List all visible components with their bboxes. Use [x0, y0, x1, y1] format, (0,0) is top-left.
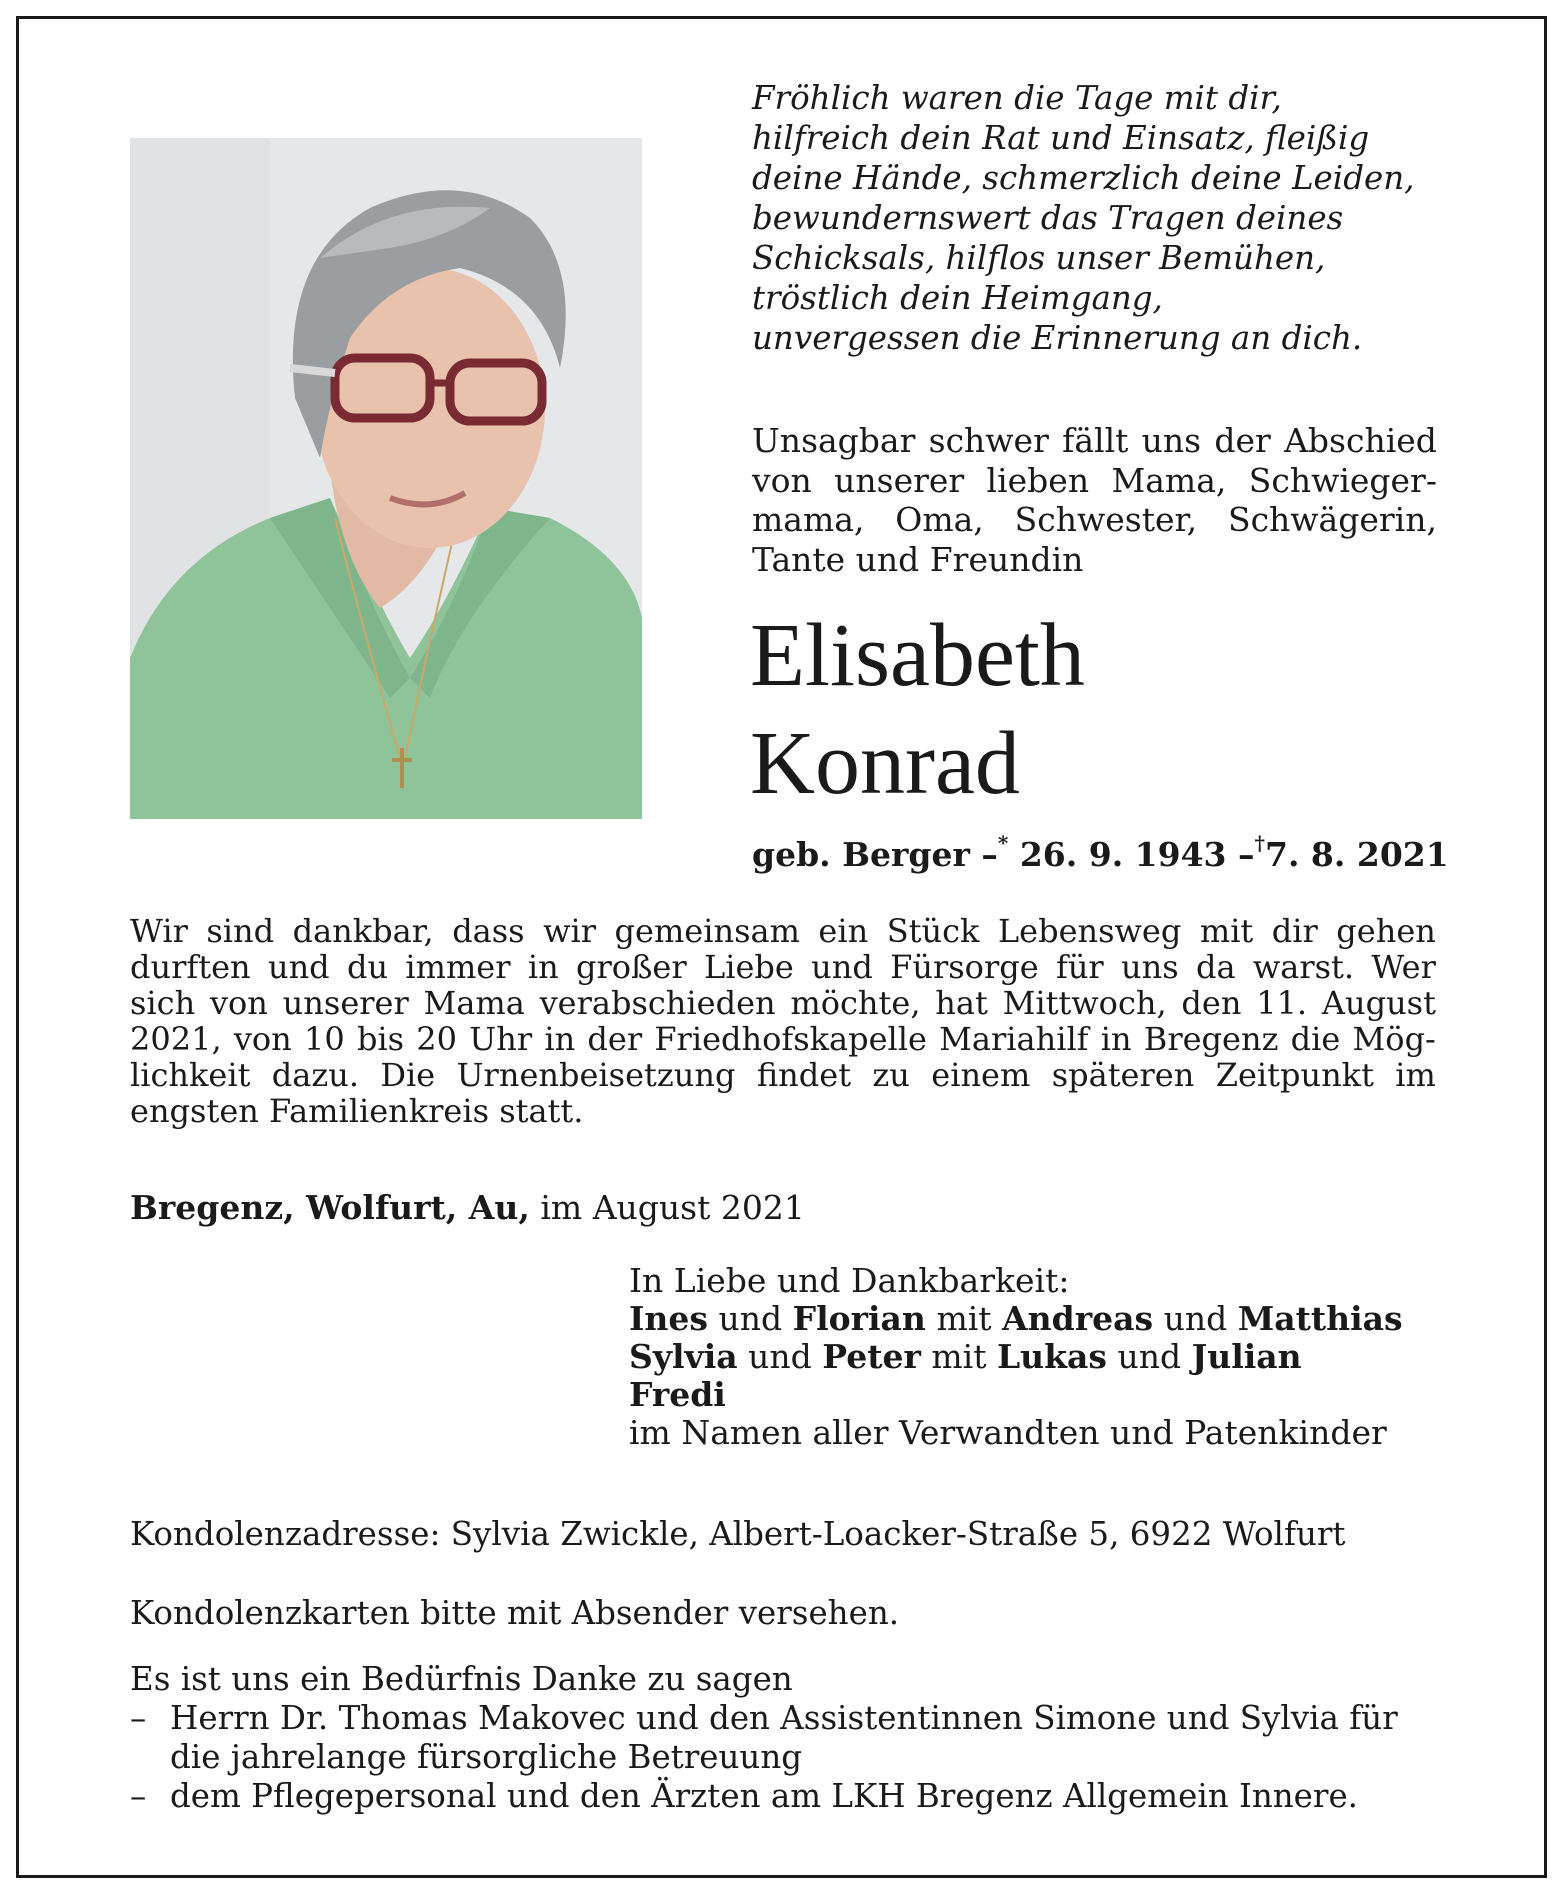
word: sind — [206, 912, 275, 950]
place-and-date — [130, 1188, 805, 1227]
word: von — [752, 460, 812, 500]
family-member: Fredi — [629, 1375, 726, 1414]
word: 10 — [304, 1020, 345, 1058]
word: Fürsorge — [890, 948, 1039, 986]
deceased-name — [750, 602, 1085, 818]
word: Mama, — [1111, 460, 1227, 500]
word: für — [1055, 948, 1104, 986]
word: immer — [405, 948, 511, 986]
separator: – — [981, 835, 998, 874]
word: von — [209, 984, 268, 1022]
poem-line: bewundernswert das Tragen deines — [752, 199, 1344, 237]
word: dankbar, — [292, 912, 434, 950]
thanks-heading: Es ist uns ein Bedürfnis Danke zu sagen — [130, 1660, 793, 1698]
death-date: 7. 8. 2021 — [1264, 835, 1449, 874]
intro-line: Tante und Freundin — [752, 539, 1084, 579]
word: uns — [1121, 948, 1179, 986]
signature-heading: In Liebe und Dankbarkeit: — [629, 1261, 1070, 1300]
condolence-address: Kondolenzadresse: Sylvia Zwickle, Albert-Loacker-Straße 5, 6922 Wolfurt — [130, 1515, 1346, 1553]
word: in — [1100, 1020, 1132, 1058]
word: Schwieger- — [1248, 460, 1437, 500]
word: späteren — [1051, 1056, 1195, 1094]
last-name: Konrad — [750, 714, 1020, 813]
relatives-line: im Namen aller Verwandten und Patenkinder — [629, 1413, 1387, 1452]
connector: und — [718, 1299, 783, 1338]
family-line — [629, 1338, 1403, 1376]
word: Stück — [886, 912, 980, 950]
thanks-item-text: Herrn Dr. Thomas Makovec und den Assistentinnen Simone und Sylvia für — [170, 1699, 1398, 1737]
word: großer — [576, 948, 687, 986]
thanks-section — [130, 1660, 1440, 1816]
word: Wer — [1371, 948, 1436, 986]
word: Uhr — [469, 1020, 533, 1058]
word: Zeitpunkt — [1215, 1056, 1374, 1094]
word: fällt — [1062, 421, 1129, 460]
intro-line — [752, 421, 1437, 461]
word: Mög- — [1352, 1020, 1436, 1058]
thanks-item-continuation: die jahrelange fürsorgliche Betreuung — [170, 1738, 803, 1776]
cards-note: Kondolenzkarten bitte mit Absender versehen. — [130, 1594, 900, 1632]
word: Mittwoch, — [1002, 984, 1167, 1022]
word: Schwägerin, — [1227, 500, 1437, 539]
word: der — [587, 1020, 643, 1058]
word: sich — [130, 984, 196, 1022]
family-member: Peter — [822, 1337, 921, 1376]
family-member: Matthias — [1237, 1299, 1403, 1338]
word: im — [1395, 1056, 1436, 1094]
intro-line — [752, 461, 1437, 501]
death-symbol: † — [1254, 831, 1265, 855]
word: Wir — [130, 912, 188, 950]
month-year: im August 2021 — [540, 1188, 805, 1227]
poem-line: Fröhlich waren die Tage mit dir, — [752, 79, 1282, 117]
word: den — [1181, 984, 1242, 1022]
word: dazu. — [271, 1056, 359, 1094]
connector: mit — [931, 1337, 987, 1376]
connector: und — [748, 1337, 812, 1376]
word: mama, — [752, 500, 865, 539]
thanks-item-text: dem Pflegepersonal und den Ärzten am LKH Bregenz Allgemein Innere. — [170, 1777, 1359, 1815]
word: 20 — [416, 1020, 458, 1058]
word: August — [1321, 984, 1436, 1022]
birth-symbol: * — [997, 831, 1009, 855]
birth-name: geb. Berger — [752, 835, 970, 874]
word: durften — [130, 948, 251, 986]
word: lichkeit — [130, 1056, 251, 1094]
separator: – — [1238, 835, 1255, 874]
word: und — [811, 948, 873, 986]
word: die — [1290, 1020, 1341, 1058]
thanks-item — [130, 1699, 1440, 1738]
word: möchte, — [790, 984, 921, 1022]
word: Bregenz — [1143, 1020, 1279, 1058]
thanks-item — [130, 1777, 1440, 1816]
list-dash: – — [130, 1777, 147, 1815]
word: wir — [543, 912, 597, 950]
poem-line: deine Hände, schmerzlich deine Leiden, — [752, 159, 1415, 197]
family-member: Julian — [1191, 1337, 1302, 1376]
intro-line — [752, 500, 1437, 540]
word: gemeinsam — [614, 912, 800, 950]
poem-line: unvergessen die Erinnerung an dich. — [752, 319, 1363, 357]
family-member: Sylvia — [629, 1337, 738, 1376]
word: uns — [1141, 421, 1202, 460]
poem-line: tröstlich dein Heimgang, — [752, 279, 1163, 317]
family-member: Lukas — [996, 1337, 1107, 1376]
funeral-details — [130, 913, 1436, 1129]
word: verabschieden — [539, 984, 776, 1022]
word: ein — [818, 912, 869, 950]
word: Oma, — [895, 500, 984, 539]
family-member: Florian — [792, 1299, 926, 1338]
life-dates — [752, 831, 1449, 874]
word: und — [267, 948, 330, 986]
word: Unsagbar — [752, 421, 916, 460]
word: der — [1214, 421, 1271, 460]
word: warst. — [1252, 948, 1355, 986]
body-line: engsten Familienkreis statt. — [130, 1092, 584, 1130]
word: Schwester, — [1014, 500, 1198, 539]
word: 11. — [1256, 984, 1308, 1022]
place-names: Bregenz, Wolfurt, Au, — [130, 1188, 530, 1227]
word: in — [544, 1020, 576, 1058]
portrait-photo — [130, 138, 642, 819]
family-member: Ines — [629, 1299, 709, 1338]
family-member: Andreas — [1002, 1299, 1154, 1338]
body-line — [130, 913, 1436, 949]
body-line — [130, 985, 1436, 1021]
word: dass — [452, 912, 525, 950]
farewell-intro — [752, 421, 1437, 579]
word: in — [527, 948, 559, 986]
word: mit — [1199, 912, 1254, 950]
family-signature — [629, 1262, 1403, 1452]
body-line — [130, 1057, 1436, 1093]
body-line — [130, 949, 1436, 985]
word: Mariahilf — [939, 1020, 1089, 1058]
word: Mama — [423, 984, 525, 1022]
word: schwer — [928, 421, 1049, 460]
word: du — [346, 948, 389, 986]
word: Urnenbeisetzung — [456, 1056, 736, 1094]
word: lieben — [986, 460, 1090, 500]
connector: mit — [936, 1299, 992, 1338]
poem-line: hilfreich dein Rat und Einsatz, fleißig — [752, 119, 1370, 157]
family-line — [629, 1300, 1403, 1338]
connector: und — [1117, 1337, 1182, 1376]
word: einem — [931, 1056, 1031, 1094]
word: da — [1195, 948, 1236, 986]
word: bis — [356, 1020, 405, 1058]
word: dir — [1271, 912, 1318, 950]
memorial-poem — [752, 78, 1452, 358]
list-dash: – — [130, 1699, 147, 1737]
word: Friedhofskapelle — [654, 1020, 927, 1058]
family-line — [629, 1376, 1403, 1414]
poem-line: Schicksals, hilflos unser Bemühen, — [752, 239, 1326, 277]
birth-date: 26. 9. 1943 — [1019, 835, 1227, 874]
word: findet — [756, 1056, 852, 1094]
word: unserer — [834, 460, 965, 500]
word: gehen — [1336, 912, 1436, 950]
word: Abschied — [1284, 421, 1437, 460]
word: zu — [872, 1056, 910, 1094]
word: hat — [935, 984, 988, 1022]
connector: und — [1163, 1299, 1228, 1338]
word: Liebe — [703, 948, 794, 986]
word: von — [233, 1020, 292, 1058]
word: Die — [380, 1056, 436, 1094]
word: unserer — [282, 984, 409, 1022]
word: 2021, — [130, 1020, 222, 1058]
first-name: Elisabeth — [750, 606, 1085, 705]
body-line — [130, 1021, 1436, 1057]
word: Lebensweg — [997, 912, 1182, 950]
